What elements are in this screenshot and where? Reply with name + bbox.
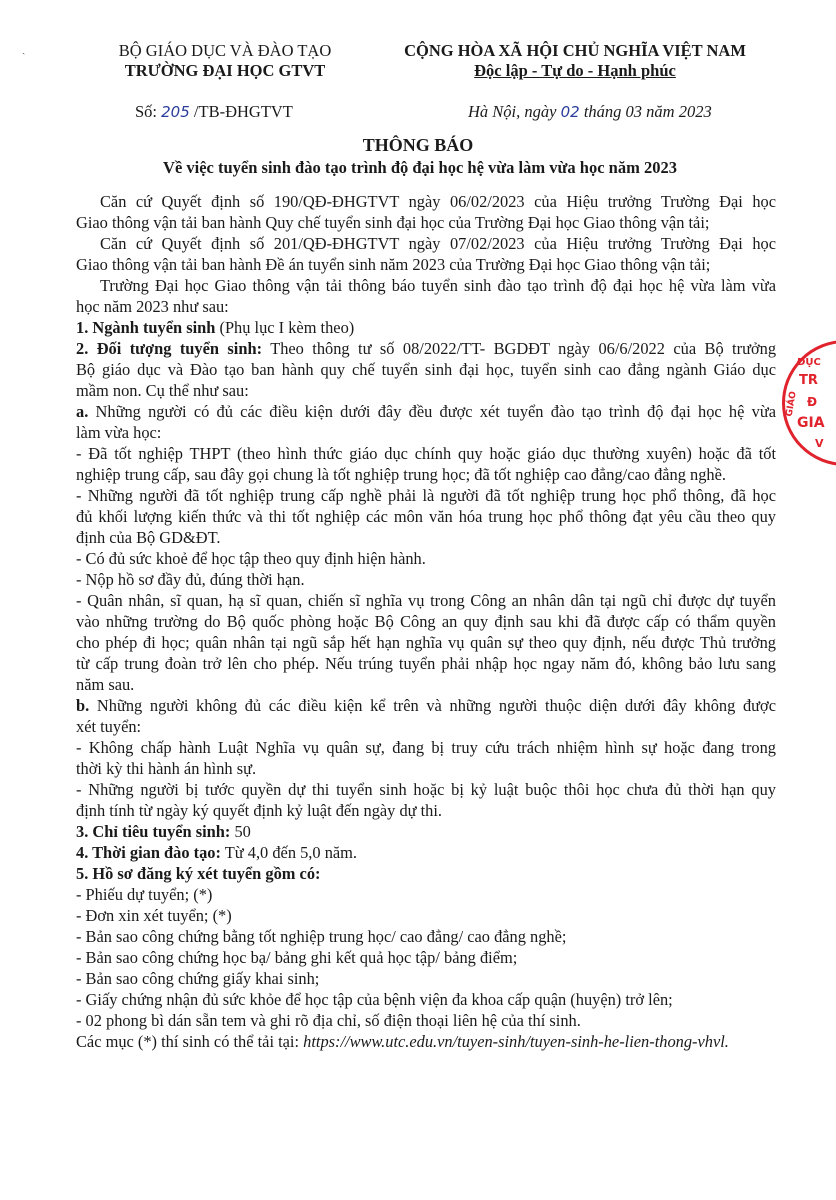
- document-title: THÔNG BÁO: [362, 135, 474, 155]
- handwritten-number: 205: [161, 103, 190, 121]
- body-line: Giao thông vận tải ban hành Quy chế tuyển sinh đại học của Trường Đại học Giao thông vận tải;: [76, 213, 710, 232]
- document-date: [468, 102, 712, 122]
- seal-text: GIA: [797, 415, 825, 431]
- body-line: đủ khối lượng kiến thức và thi tốt nghiệp các môn văn hóa trung học phổ thông đạt yêu cầu theo quy: [76, 507, 776, 526]
- republic-name: CỘNG HÒA XÃ HỘI CHỦ NGHĨA VIỆT NAM: [404, 41, 746, 60]
- document-number: [135, 102, 293, 122]
- section-5: 5. Hồ sơ đăng ký xét tuyển gồm có:: [76, 864, 321, 883]
- body-line: Bộ giáo dục và Đào tạo ban hành quy chế tuyển sinh đại học, tuyển sinh cao đẳng ngành Giáo dục: [76, 360, 776, 379]
- body-line: từ cấp trung đoàn trở lên cho phép. Nếu trúng tuyển phải nhập học ngay năm đó, không bảo lưu sang: [76, 654, 776, 673]
- download-link[interactable]: https://www.utc.edu.vn/tuyen-sinh/tuyen-sinh-he-lien-thong-vhvl.: [303, 1032, 729, 1051]
- date-prefix: Hà Nội, ngày: [468, 102, 557, 121]
- body-line: Căn cứ Quyết định số 190/QĐ-ĐHGTVT ngày 06/02/2023 của Hiệu trưởng Trường Đại học: [100, 192, 776, 211]
- body-line: xét tuyển:: [76, 717, 142, 736]
- download-note: [76, 1032, 776, 1052]
- motto-text: Độc lập - Tự do - Hạnh phúc: [474, 61, 676, 80]
- body-line: cho phép đi học; quân nhân tại ngũ sắp hết hạn nghĩa vụ quân sự theo quy định, nếu được Thủ trưởng: [76, 633, 776, 652]
- list-item: - Đơn xin xét tuyển; (*): [76, 906, 232, 925]
- seal-text: V: [815, 437, 824, 450]
- list-item: - Bản sao công chứng bằng tốt nghiệp trung học/ cao đẳng/ cao đẳng nghề;: [76, 927, 567, 946]
- section-label: 1. Ngành tuyển sinh: [76, 318, 216, 337]
- section-label: 2. Đối tượng tuyển sinh:: [76, 339, 263, 358]
- official-seal: [782, 340, 836, 466]
- body-line: - Quân nhân, sĩ quan, hạ sĩ quan, chiến sĩ nghĩa vụ trong Công an nhân dân tại ngũ chỉ được dự tuyển: [76, 591, 776, 610]
- section-2: [76, 339, 776, 359]
- section-4: [76, 843, 776, 863]
- section-label: 3. Chỉ tiêu tuyển sinh:: [76, 822, 231, 841]
- item-label: b.: [76, 696, 90, 715]
- body-line: nghiệp trung cấp, sau đây gọi chung là tốt nghiệp trung học; đã tốt nghiệp cao đẳng/cao đẳng nghề.: [76, 465, 726, 484]
- handwritten-day: 02: [560, 103, 580, 121]
- document-subtitle: Về việc tuyển sinh đào tạo trình độ đại học hệ vừa làm vừa học năm 2023: [163, 158, 677, 177]
- body-line: - Có đủ sức khoẻ để học tập theo quy định hiện hành.: [76, 549, 426, 568]
- section-label: 4. Thời gian đào tạo:: [76, 843, 221, 862]
- seal-text: Đ: [807, 395, 818, 409]
- list-item: - Bản sao công chứng học bạ/ bảng ghi kết quả học tập/ bảng điểm;: [76, 948, 518, 967]
- body-line: Giao thông vận tải ban hành Đề án tuyển sinh năm 2023 của Trường Đại học Giao thông vận tải;: [76, 255, 711, 274]
- body-line: - Những người bị tước quyền dự thi tuyển sinh hoặc bị kỷ luật buộc thôi học chưa đủ thời hạn quy: [76, 780, 776, 799]
- list-item: - Giấy chứng nhận đủ sức khỏe để học tập của bệnh viện đa khoa cấp quận (huyện) trở lên;: [76, 990, 673, 1009]
- body-line: - Nộp hồ sơ đầy đủ, đúng thời hạn.: [76, 570, 305, 589]
- body-line: mầm non. Cụ thể như sau:: [76, 381, 249, 400]
- body-line: thời kỳ thi hành án hình sự.: [76, 759, 257, 778]
- seal-text: ĐỤC: [797, 357, 821, 368]
- item-text: Những người có đủ các điều kiện dưới đây đều được xét tuyển đào tạo trình độ đại học hệ vừa: [95, 402, 776, 421]
- section-text: (Phụ lục I kèm theo): [219, 318, 355, 337]
- date-suffix: tháng 03 năm 2023: [583, 102, 712, 121]
- university-name: TRƯỜNG ĐẠI HỌC GTVT: [124, 61, 326, 80]
- body-line: - Không chấp hành Luật Nghĩa vụ quân sự, đang bị truy cứu trách nhiệm hình sự hoặc đang trong: [76, 738, 776, 757]
- seal-text: TR: [799, 373, 818, 388]
- section-3: [76, 822, 776, 842]
- section-text: Theo thông tư số 08/2022/TT- BGDĐT ngày 06/6/2022 của Bộ trưởng: [270, 339, 777, 358]
- national-motto: [380, 61, 770, 81]
- seal-text: GIÁO: [784, 390, 799, 418]
- body-line: vào những trường do Bộ quốc phòng hoặc Bộ Công an quy định sau khi đã được cấp có thẩm quyền: [76, 612, 776, 631]
- section-text: Từ 4,0 đến 5,0 năm.: [224, 843, 358, 862]
- item-label: a.: [76, 402, 89, 421]
- body-line: - Đã tốt nghiệp THPT (theo hình thức giáo dục chính quy hoặc giáo dục thường xuyên) hoặc đã tốt: [76, 444, 776, 463]
- note-text: Các mục (*) thí sinh có thể tải tại:: [76, 1032, 304, 1051]
- number-suffix: /TB-ĐHGTVT: [193, 102, 293, 121]
- list-item: - Bản sao công chứng giấy khai sinh;: [76, 969, 320, 988]
- section-text: 50: [234, 822, 251, 841]
- list-item: - Phiếu dự tuyển; (*): [76, 885, 213, 904]
- item-a: [76, 402, 776, 422]
- ministry-name: BỘ GIÁO DỤC VÀ ĐÀO TẠO: [118, 41, 332, 60]
- margin-mark: ˏ: [22, 44, 26, 55]
- body-line: định tính từ ngày ký quyết định kỷ luật đến ngày dự thi.: [76, 801, 443, 820]
- number-prefix: Số:: [135, 102, 158, 121]
- item-text: Những người không đủ các điều kiện kể trên và những người thuộc diện dưới đây không được: [96, 696, 776, 715]
- body-line: Trường Đại học Giao thông vận tải thông báo tuyển sinh đào tạo trình độ đại học hệ vừa làm vừa: [100, 276, 776, 295]
- body-line: học năm 2023 như sau:: [76, 297, 229, 316]
- body-line: làm vừa học:: [76, 423, 162, 442]
- item-b: [76, 696, 776, 716]
- section-1: [76, 318, 776, 338]
- body-line: năm sau.: [76, 675, 135, 694]
- list-item: - 02 phong bì dán sẵn tem và ghi rõ địa chỉ, số điện thoại liên hệ của thí sinh.: [76, 1011, 581, 1030]
- body-line: Căn cứ Quyết định số 201/QĐ-ĐHGTVT ngày 07/02/2023 của Hiệu trưởng Trường Đại học: [100, 234, 776, 253]
- body-line: - Những người đã tốt nghiệp trung cấp nghề phải là người đã tốt nghiệp trung học phổ thông, đã học: [76, 486, 776, 505]
- body-line: định của Bộ GD&ĐT.: [76, 528, 221, 547]
